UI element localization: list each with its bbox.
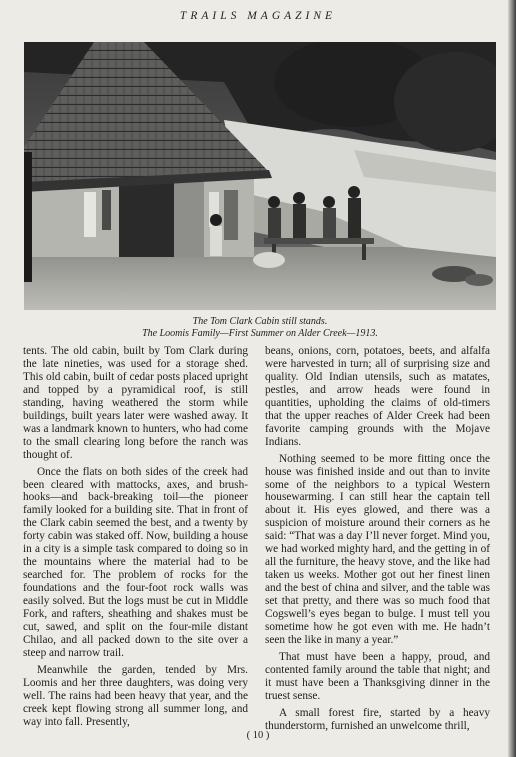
magazine-masthead: TRAILS MAGAZINE (179, 10, 337, 22)
article-right-column (265, 345, 490, 733)
page-edge-shadow (508, 0, 516, 757)
page-number: ( 10 ) (246, 730, 270, 741)
paragraph: A small forest fire, started by a heavy thunderstorm, furnished an unwelcome thrill, (265, 706, 490, 732)
paragraph: Once the flats on both sides of the creek had been cleared with mattocks, axes, and brush-hooks—and back-breaking toil—the pioneer family looked for a building site. That in front of the Clark cabin seemed the best, and a twenty by forty cabin was staked off. Now, building a house in a city is a simple task compared to doing so in the mountains where the material had to be searched for. The problem of rocks for the foundations and the four-foot rock walls was easily solved. But the logs must be cut in Middle Fork, and rafters, sheathing and shakes must be cut, sawed, and split on the four-mile distant Chilao, and all packed down to the site over a steep and narrow trail. (23, 465, 248, 659)
paragraph: tents. The old cabin, built by Tom Clark during the late nineties, was used for a storage shed. This old cabin, built of cedar posts placed upright and topped by a pyramidical roof, is still standing, having weathered the storm while buildings, built years later were washed away. It was a landmark known to hunters, who had come to the small clearing long before the ranch was thought of. (23, 345, 248, 461)
cabin-photograph (24, 42, 496, 310)
paragraph: Meanwhile the garden, tended by Mrs. Loomis and her three daughters, was doing very well. The rains had been heavy that year, and the creek kept flowing strong all summer long, and way into fall. Presently, (23, 663, 248, 728)
photo-caption-line1: The Tom Clark Cabin still stands. (192, 316, 328, 327)
photo-caption-line2: The Loomis Family—First Summer on Alder Creek—1913. (142, 328, 378, 339)
paragraph: beans, onions, corn, potatoes, beets, and alfalfa were harvested in turn; all of surprising size and quality. Old Indian utensils, such as matates, pestles, and arrow heads were found in quantities, upholding the claims of old-timers that the upper reaches of Alder Creek had been favorite camping grounds with the Mojave Indians. (265, 345, 490, 448)
paragraph: That must have been a happy, proud, and contented family around the table that night; and it must have been a Thanksgiving dinner in the truest sense. (265, 650, 490, 702)
paragraph: Nothing seemed to be more fitting once the house was finished inside and out than to invite some of the neighbors to a typical Western housewarming. I can still hear the captain tell about it. His eyes glowed, and there was a suspicion of moisture around their corners as he said: “That was a day I’ll never forget. Mind you, we had worked mighty hard, and the getting in of all the furniture, the heavy stove, and the like had taken us weeks. Mother got out her finest linen and the best of china and silver, and the table was set that pretty, and there was so much food that Cogswell’s eyes began to bulge. I must tell you sometime how he got even with me. He hadn’t seen the like in many a year.” (265, 452, 490, 646)
article-left-column (23, 345, 248, 729)
